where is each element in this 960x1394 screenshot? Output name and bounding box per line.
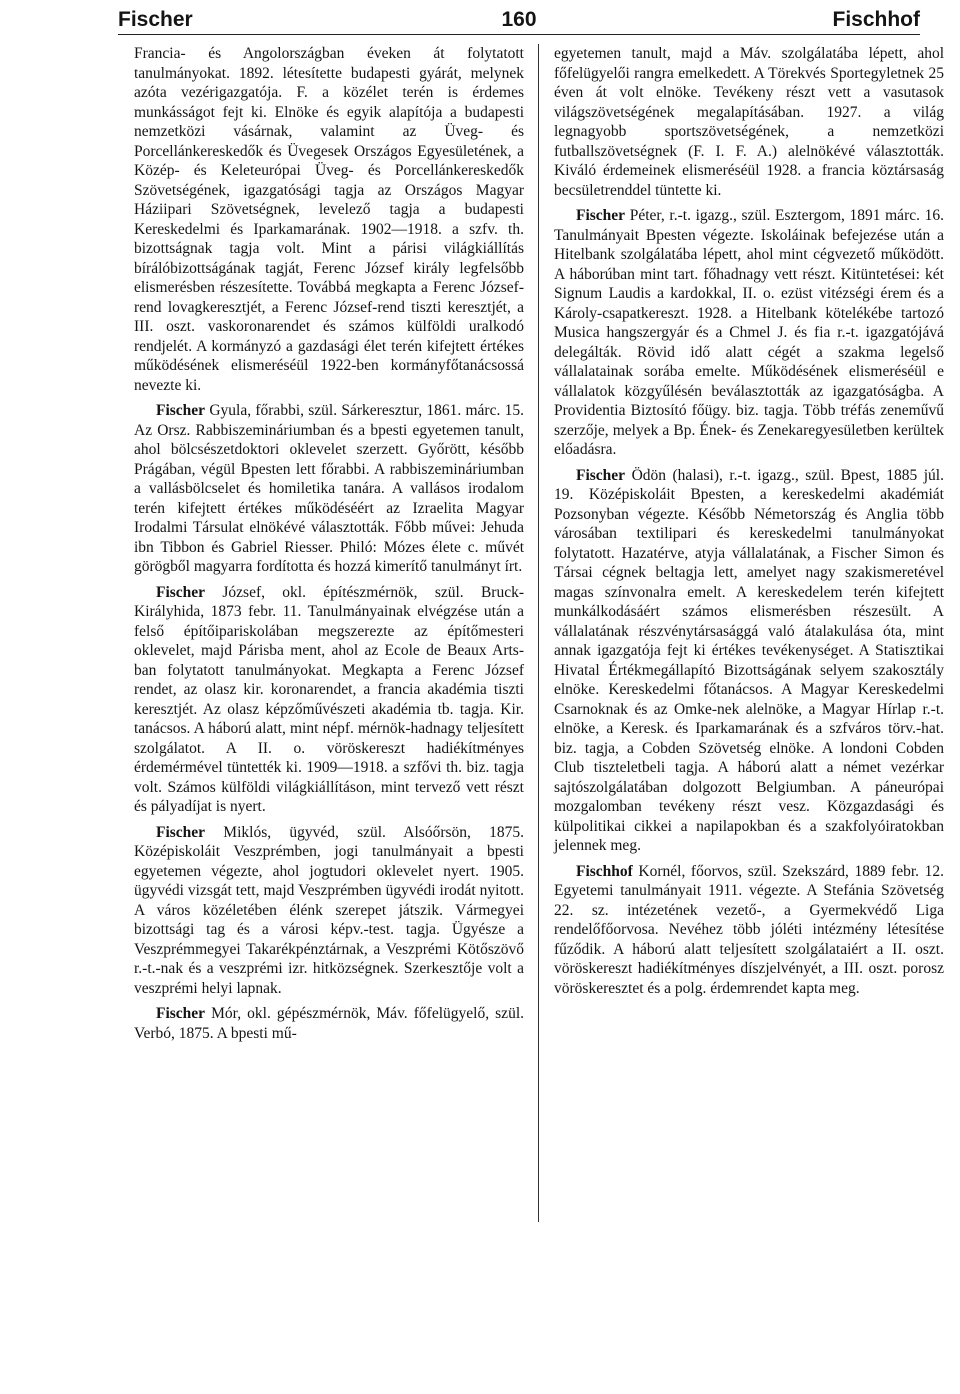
entry-headword: Fischer <box>156 823 206 841</box>
continuation-paragraph <box>554 44 944 200</box>
running-head-right: Fischhof <box>832 8 920 31</box>
continuation-paragraph <box>134 44 524 395</box>
entry-text: József, okl. építészmérnök, szül. Bruck-Királyhida, 1873 febr. 11. Tanulmányainak elvégzése után a felső építőipariskolában megszerezte az építőmesteri oklevelet, majd Párisba ment, ahol az Ecole de Beaux Arts-ban folytatott tanulmányokat. Megkapta a Ferenc József rendet, az olasz kir. koronarendet, a francia akadémia tiszti keresztjét. Az olasz képzőművészeti akadémia tb. tagja. Kir. tanácsos. A háború alatt, mint népf. mérnök-hadnagy teljesített szolgálatot. A II. o. vöröskereszt hadiékítményes érdemérmével tüntették ki. 1909—1918. a szfővi th. biz. tagja volt. Számos külföldi világkiállításon, mint tervező vett részt és pályadíjat is nyert. <box>134 583 524 815</box>
entry-headword: Fischer <box>156 402 206 419</box>
entry-fischer-odon <box>554 466 944 856</box>
entry-text: Gyula, főrabbi, szül. Sárkeresztur, 1861. márc. 15. Az Orsz. Rabbiszemináriumban és a bpesti egyetemen tanult, ahol bölcsészetdoktori oklevelet szerzett. Győrött, később Prágában, végül Bpesten lett főrabbi. A rabbiszemináriumban a vallásbölcselet és homiletika tanára. A vallásos irodalom terén kifejtett értékes működéséért az Izraelita Magyar Irodalmi Társulat elnökévé választották. Főbb művei: Jehuda ibn Tibbon és Gabriel Riesser. Philó: Mózes élete c. művét görögből magyarra fordította és hozzá kimerítő tanulmányt írt. <box>134 402 524 575</box>
entry-fischer-miklos <box>134 823 524 999</box>
entry-text: Francia- és Angolországban éveken át folytatott tanulmányokat. 1892. létesítette budapesti gyárát, melynek azóta vezérigazgatója. F. a közélet terén is érdemes munkásságot fejt ki. Elnöke és egyik alapítója a budapesti nemzetközi vásárnak, valamint az Üveg- és Porcellánkereskedők és Üvegesek Országos Egyesületének, a Közép- és Keleteurópai Üveg- és Porcellánkereskedők Szövetségének, igazgatósági tagja az Országos Magyar Háziipari Szövetségnek, levelező tagja a budapesti Kereskedelmi és Iparkamarának. 1902—1918. a szfv. th. bizottságnak tagja volt. Mint a párisi világkiállítás bírálóbizottságának tagját, Ferenc József király legfelsőbb elismerésben részesítette. Továbbá megkapta a Ferenc József-rend lovagkeresztjét, a Ferenc József-rend tiszti keresztjét, a III. oszt. vaskoronarendet és számos külföldi uralkodó rendjelét. A kormányzó a gazdasági élet terén kifejtett értékes működésének elismeréséül 1922-ben kormányfőtanácsossá nevezte ki. <box>134 45 524 394</box>
entry-fischer-mor <box>134 1004 524 1043</box>
column-divider <box>538 44 539 1222</box>
entry-headword: Fischer <box>156 1005 206 1022</box>
entry-headword: Fischhof <box>576 862 633 880</box>
page-number: 160 <box>501 8 537 31</box>
entry-headword: Fischer <box>576 207 626 224</box>
running-head-left: Fischer <box>118 8 193 31</box>
entry-headword: Fischer <box>576 466 626 484</box>
entry-text: egyetemen tanult, majd a Máv. szolgálatába lépett, ahol főfelügyelői rangra emelkedett. A Törekvés Sportegyletnek 25 éven át volt elnöke. Tevékeny részt vett a vasutasok világszövetségének megalapításában. 1927. a világ legnagyobb sportszövetségének, a nemzetközi futballszövetségnek (F. I. F. A.) alelnökévé választották. Kiváló érdemeinek elismeréséül 1928. a francia köztársaság becsületrenddel tüntette ki. <box>554 45 944 199</box>
entry-fischer-peter <box>554 206 944 460</box>
entry-text: Miklós, ügyvéd, szül. Alsóőrsön, 1875. Középiskoláit Veszprémben, jogi tanulmányait a bpesti egyetemen végezte, ahol jogtudori oklevelet nyert. 1905. ügyvédi vizsgát tett, majd Veszprémben ügyvédi irodát nyitott. A város közéletében élénk szerepet játszik. Vármegyei bizottsági tag és a városi képv.-test. tagja. Ügyésze a Veszprémmegyei Takarékpénztárnak, a Veszprémi Kötőszövő r.-t.-nak és a veszprémi izr. hitközségnek. Szerkesztője volt a veszprémi helyi lapnak. <box>134 823 524 997</box>
entry-text: Ödön (halasi), r.-t. igazg., szül. Bpest, 1885 júl. 19. Középiskoláit Bpesten, a kereskedelmi akadémiát Pozsonyban végezte. Később Németország és Anglia több városában textilipari és kereskedelmi tanulmányokat folytatott. Hazatérve, atyja vállalatának, a Fischer Simon és Társai cégnek beltagja lett, amelyet nagy szakismeretével magas színvonalra emelt. A kereskedelem terén kifejtett munkálkodásáért számos elismerésben részesült. A vállalatának részvénytársasággá való átalakulása óta, mint annak igazgatója fejt ki értékes tevékenységet. A Statisztikai Hivatal Értékmegállapító Bizottságának selyem szakosztály elnöke. Kereskedelmi főtanácsos. A Magyar Kereskedelmi Csarnoknak és az Omke-nek alelnöke, a Magyar Hírlap r.-t. elnöke, a Keresk. és Iparkamarának és a szfváros törv.-hat. biz. tagja, a Cobden Szövetség elnöke. A londoni Cobden Club tiszteletbeli tagja. A háború alatt a német vezérkar sajtószolgálatában dolgozott Belgiumban. A páneurópai mozgalomban tevékeny részt vesz. Közgazdasági és külpolitikai cikkei a napilapokban és a szakfolyóiratokban jelennek meg. <box>554 466 944 854</box>
entry-fischer-gyula <box>134 401 524 577</box>
header-rule <box>118 34 920 35</box>
entry-fischer-jozsef <box>134 583 524 817</box>
entry-text: Mór, okl. gépészmérnök, Máv. főfelügyelő, szül. Verbó, 1875. A bpesti mű- <box>134 1005 524 1042</box>
entry-text: Kornél, főorvos, szül. Szekszárd, 1889 febr. 12. Egyetemi tanulmányait 1911. végezte. A Stefánia Szövetség 22. sz. intézetének vezető-, a Gyermekvédő Liga rendelőfőorvosa. Nevéhez több jóléti intézmény létesítése fűződik. A háború alatt teljesített szolgálataiért a II. oszt. vöröskereszt hadiékítményes díszjelvényét, a III. oszt. porosz vöröskeresztet és a polg. érdemrendet kapta meg. <box>554 862 944 997</box>
entry-fischhof-kornel <box>554 862 944 999</box>
right-column <box>554 44 944 998</box>
left-column <box>134 44 524 1043</box>
entry-text: Péter, r.-t. igazg., szül. Esztergom, 1891 márc. 16. Tanulmányait Bpesten végezte. Iskoláinak befejezése után a Hitelbank szolgálatába lépett, ahol mint cégvezető működött. A háborúban mint tart. főhadnagy vett részt. Kitüntetései: két Signum Laudis a kardokkal, II. o. ezüst vitézségi érem és a Károly-csapatkereszt. 1928. a Hitelbank kötelékébe tartozó Musica hangszergyár és a Chmel J. és fia r.-t. igazgatójává delegálták. Rövid idő alatt cégét a szakma legelső vállalatainak sorába emelte. Működésének elismeréséül e vállalatok közgyűlésén beválasztották az igazgatóságba. A Providentia Biztosító főügy. biz. tagja. Több tréfás zeneművű szerzője, melyek a Bp. Ének- és Zenekaregyesületben kerültek előadásra. <box>554 207 944 458</box>
entry-headword: Fischer <box>156 583 206 601</box>
